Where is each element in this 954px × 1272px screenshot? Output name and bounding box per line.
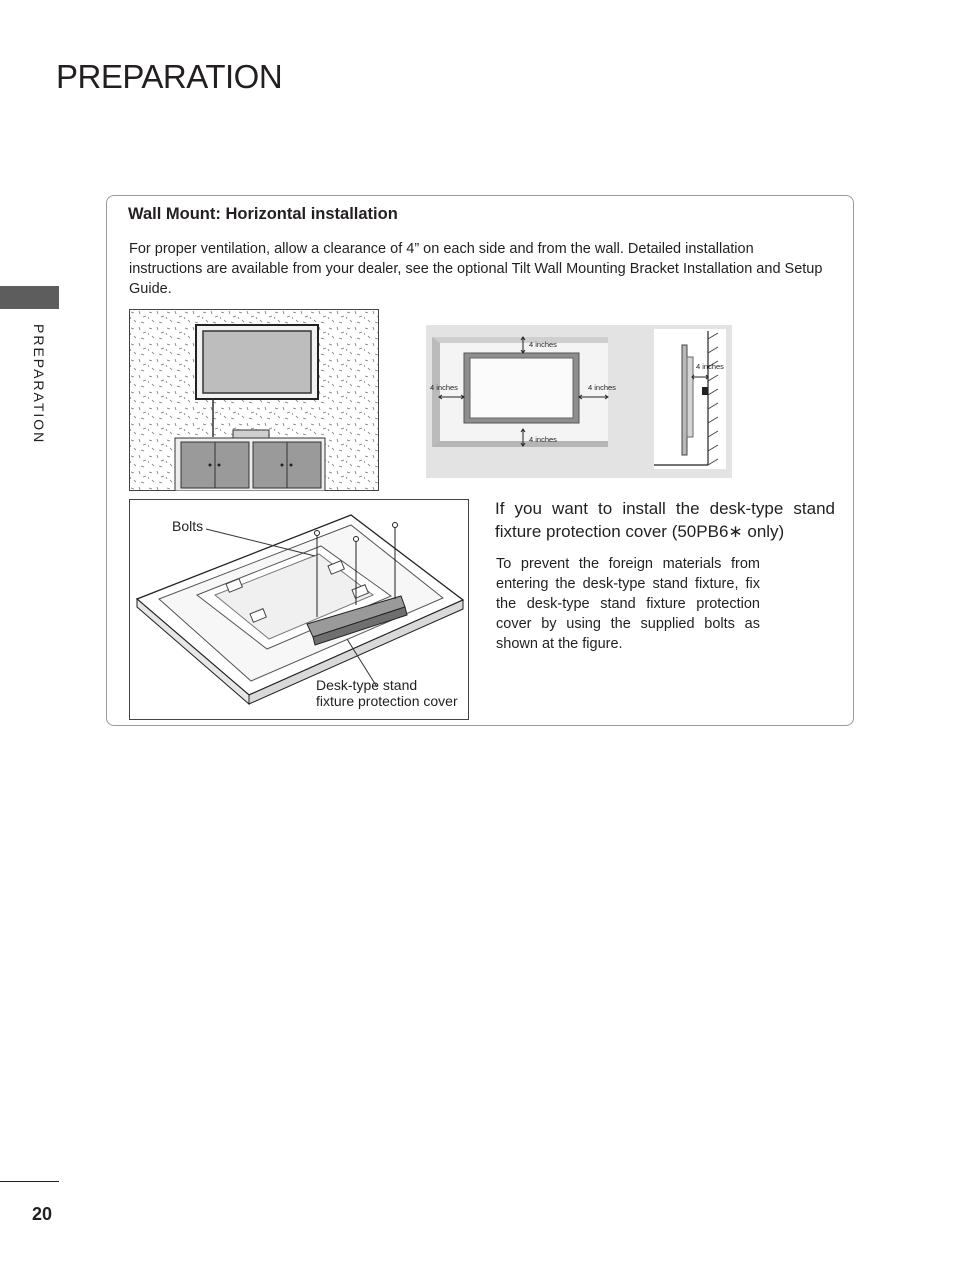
stand-cover-installation-illustration	[129, 499, 469, 720]
clearance-left-label: 4 inches	[430, 383, 458, 392]
section-tab-marker	[0, 286, 59, 309]
clearance-side-label: 4 inches	[696, 362, 724, 371]
section-heading: Wall Mount: Horizontal installation	[128, 205, 398, 223]
section-intro-text: For proper ventilation, allow a clearance of 4” on each side and from the wall. Detailed installation instructions are available from your dealer, see the optional Tilt Wall Mounting Bracket Installation and Setup Guide.	[129, 241, 823, 297]
clearance-diagram	[426, 325, 732, 478]
stand-cover-body: To prevent the foreign materials from entering the desk-type stand fixture, fix the desk-type stand fixture protection cover by using the supplied bolts as shown at the figure.	[496, 556, 760, 652]
footer-rule	[0, 1181, 59, 1182]
stand-cover-heading: If you want to install the desk-type stand fixture protection cover (50PB6∗ only)	[495, 499, 835, 541]
clearance-top-label: 4 inches	[529, 340, 557, 349]
side-section-label: PREPARATION	[31, 324, 47, 445]
page-number: 20	[32, 1204, 53, 1224]
page-title: PREPARATION	[56, 58, 283, 95]
cover-callout-line2: fixture protection cover	[316, 693, 458, 709]
wall-mounted-tv-illustration	[129, 309, 379, 491]
bolts-callout: Bolts	[172, 518, 204, 534]
clearance-right-label: 4 inches	[588, 383, 616, 392]
cover-callout-line1: Desk-type stand	[316, 677, 418, 693]
clearance-bottom-label: 4 inches	[529, 435, 557, 444]
